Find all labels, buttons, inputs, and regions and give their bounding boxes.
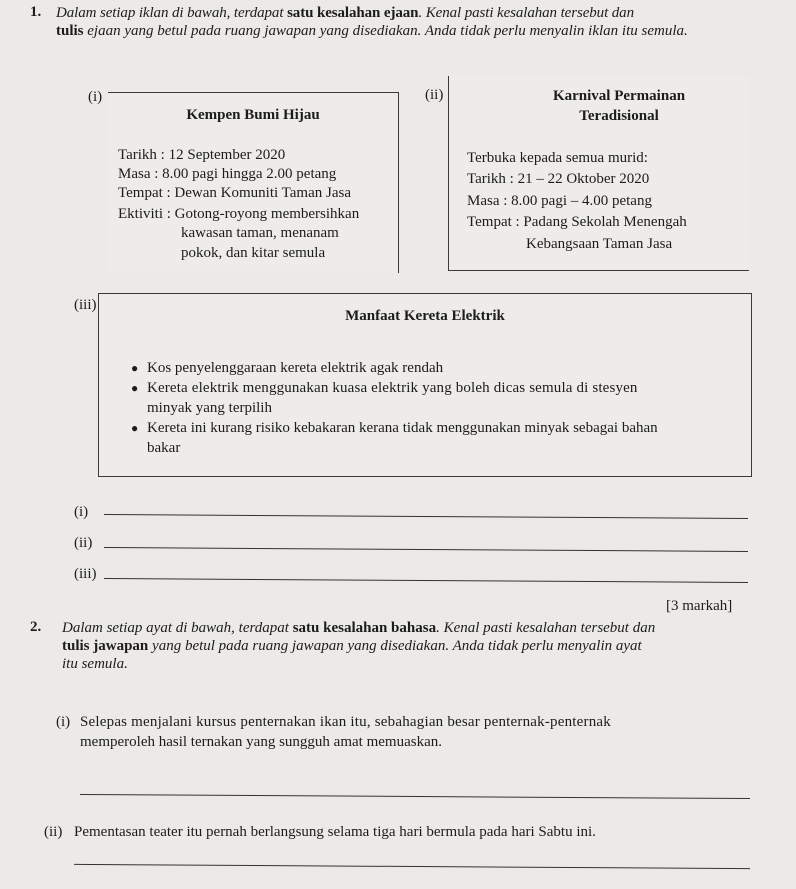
question-1-number: 1. xyxy=(30,4,42,20)
ad-2-title-line-2: Teradisional xyxy=(579,108,659,124)
marks-label: [3 markah] xyxy=(666,598,733,614)
answer-line-1[interactable] xyxy=(104,514,748,519)
answer-label-3: (iii) xyxy=(74,566,97,582)
q2-instr-part-3: tulis jawapan xyxy=(62,638,149,654)
ad-2-line-5: Kebangsaan Taman Jasa xyxy=(526,236,673,252)
q2-instr-part-0: Dalam setiap ayat di bawah, terdapat xyxy=(62,620,293,636)
question-2-number: 2. xyxy=(30,619,42,635)
question-2-instruction xyxy=(62,619,796,673)
ad-1-line-3: Tempat : Dewan Komuniti Taman Jasa xyxy=(118,185,351,201)
ad-3-bullet-2-text: Kereta elektrik menggunakan kuasa elektrik yang boleh dicas semula di stesyen xyxy=(147,380,638,396)
q2-instruction-line-3: itu semula. xyxy=(62,656,128,672)
ad-3-bullet-2 xyxy=(131,379,638,398)
question-1-instruction xyxy=(56,4,796,40)
ad-1-title: Kempen Bumi Hijau xyxy=(186,107,320,123)
q1-instr-part-4: ejaan yang betul pada ruang jawapan yang disediakan. Anda tidak perlu menyalin iklan itu semula. xyxy=(83,23,688,39)
q1-instr-part-0: Dalam setiap iklan di bawah, terdapat xyxy=(56,5,288,21)
ad-1-label: (i) xyxy=(88,89,103,105)
bullet-icon: ● xyxy=(131,381,139,395)
q2-item-2-line-1: Pementasan teater itu pernah berlangsung selama tiga hari bermula pada hari Sabtu ini. xyxy=(74,824,596,840)
q2-item-1-label: (i) xyxy=(56,714,71,730)
ad-3-label: (iii) xyxy=(74,297,97,313)
ad-1-line-2: Masa : 8.00 pagi hingga 2.00 petang xyxy=(118,166,337,182)
q2-instruction-line-1 xyxy=(62,619,796,637)
q1-instruction-line-2 xyxy=(56,22,796,40)
q2-item-2-label: (ii) xyxy=(44,824,63,840)
q2-item-1-line-2: memperoleh hasil ternakan yang sungguh amat memuaskan. xyxy=(80,734,442,750)
q2-instr-part-1: satu kesalahan bahasa xyxy=(292,620,437,636)
q1-instr-part-2: . Kenal pasti kesalahan tersebut dan xyxy=(418,5,634,21)
ad-2-line-1: Terbuka kepada semua murid: xyxy=(467,150,648,166)
ad-3-bullet-3-continuation: bakar xyxy=(147,440,181,456)
q2-answer-line-2[interactable] xyxy=(74,864,750,869)
ad-3-bullet-2-continuation: minyak yang terpilih xyxy=(147,400,272,416)
ad-2-title-line-1: Karnival Permainan xyxy=(552,88,686,104)
ad-2-label: (ii) xyxy=(425,87,444,103)
q2-instr-part-4: yang betul pada ruang jawapan yang disediakan. Anda tidak perlu menyalin ayat xyxy=(148,638,642,654)
ad-1-box xyxy=(108,92,399,273)
bullet-icon: ● xyxy=(131,361,139,375)
q2-item-1-line-1: Selepas menjalani kursus penternakan ikan itu, sebahagian besar penternak-penternak xyxy=(80,714,611,730)
ad-2-box xyxy=(448,76,749,271)
answer-line-3[interactable] xyxy=(104,578,748,583)
ad-1-line-1: Tarikh : 12 September 2020 xyxy=(118,147,286,163)
q1-instr-part-1: satu kesalahan ejaan xyxy=(287,5,419,21)
answer-line-2[interactable] xyxy=(104,547,748,552)
ad-3-bullet-3-text: Kereta ini kurang risiko kebakaran kerana tidak menggunakan minyak sebagai bahan xyxy=(147,420,658,436)
q2-answer-line-1[interactable] xyxy=(80,794,750,799)
ad-2-line-4: Tempat : Padang Sekolah Menengah xyxy=(467,214,687,230)
answer-label-1: (i) xyxy=(74,504,89,520)
ad-1-line-5: kawasan taman, menanam xyxy=(181,225,339,241)
ad-2-line-3: Masa : 8.00 pagi – 4.00 petang xyxy=(467,193,652,209)
ad-1-line-4: Ektiviti : Gotong-royong membersihkan xyxy=(118,206,360,222)
q2-instruction-line-2 xyxy=(62,637,796,655)
q1-instruction-line-1 xyxy=(56,4,796,22)
q2-instr-part-2: . Kenal pasti kesalahan tersebut dan xyxy=(436,620,656,636)
ad-1-line-6: pokok, dan kitar semula xyxy=(181,245,326,261)
answer-label-2: (ii) xyxy=(74,535,93,551)
ad-3-title: Manfaat Kereta Elektrik xyxy=(345,308,505,324)
bullet-icon: ● xyxy=(131,421,139,435)
ad-3-bullet-1 xyxy=(131,359,443,378)
ad-3-bullet-3 xyxy=(131,419,658,438)
ad-3-bullet-1-text: Kos penyelenggaraan kereta elektrik agak rendah xyxy=(147,360,444,376)
q1-instr-part-3: tulis xyxy=(56,23,84,39)
ad-3-box xyxy=(98,293,752,477)
ad-2-line-2: Tarikh : 21 – 22 Oktober 2020 xyxy=(467,171,650,187)
